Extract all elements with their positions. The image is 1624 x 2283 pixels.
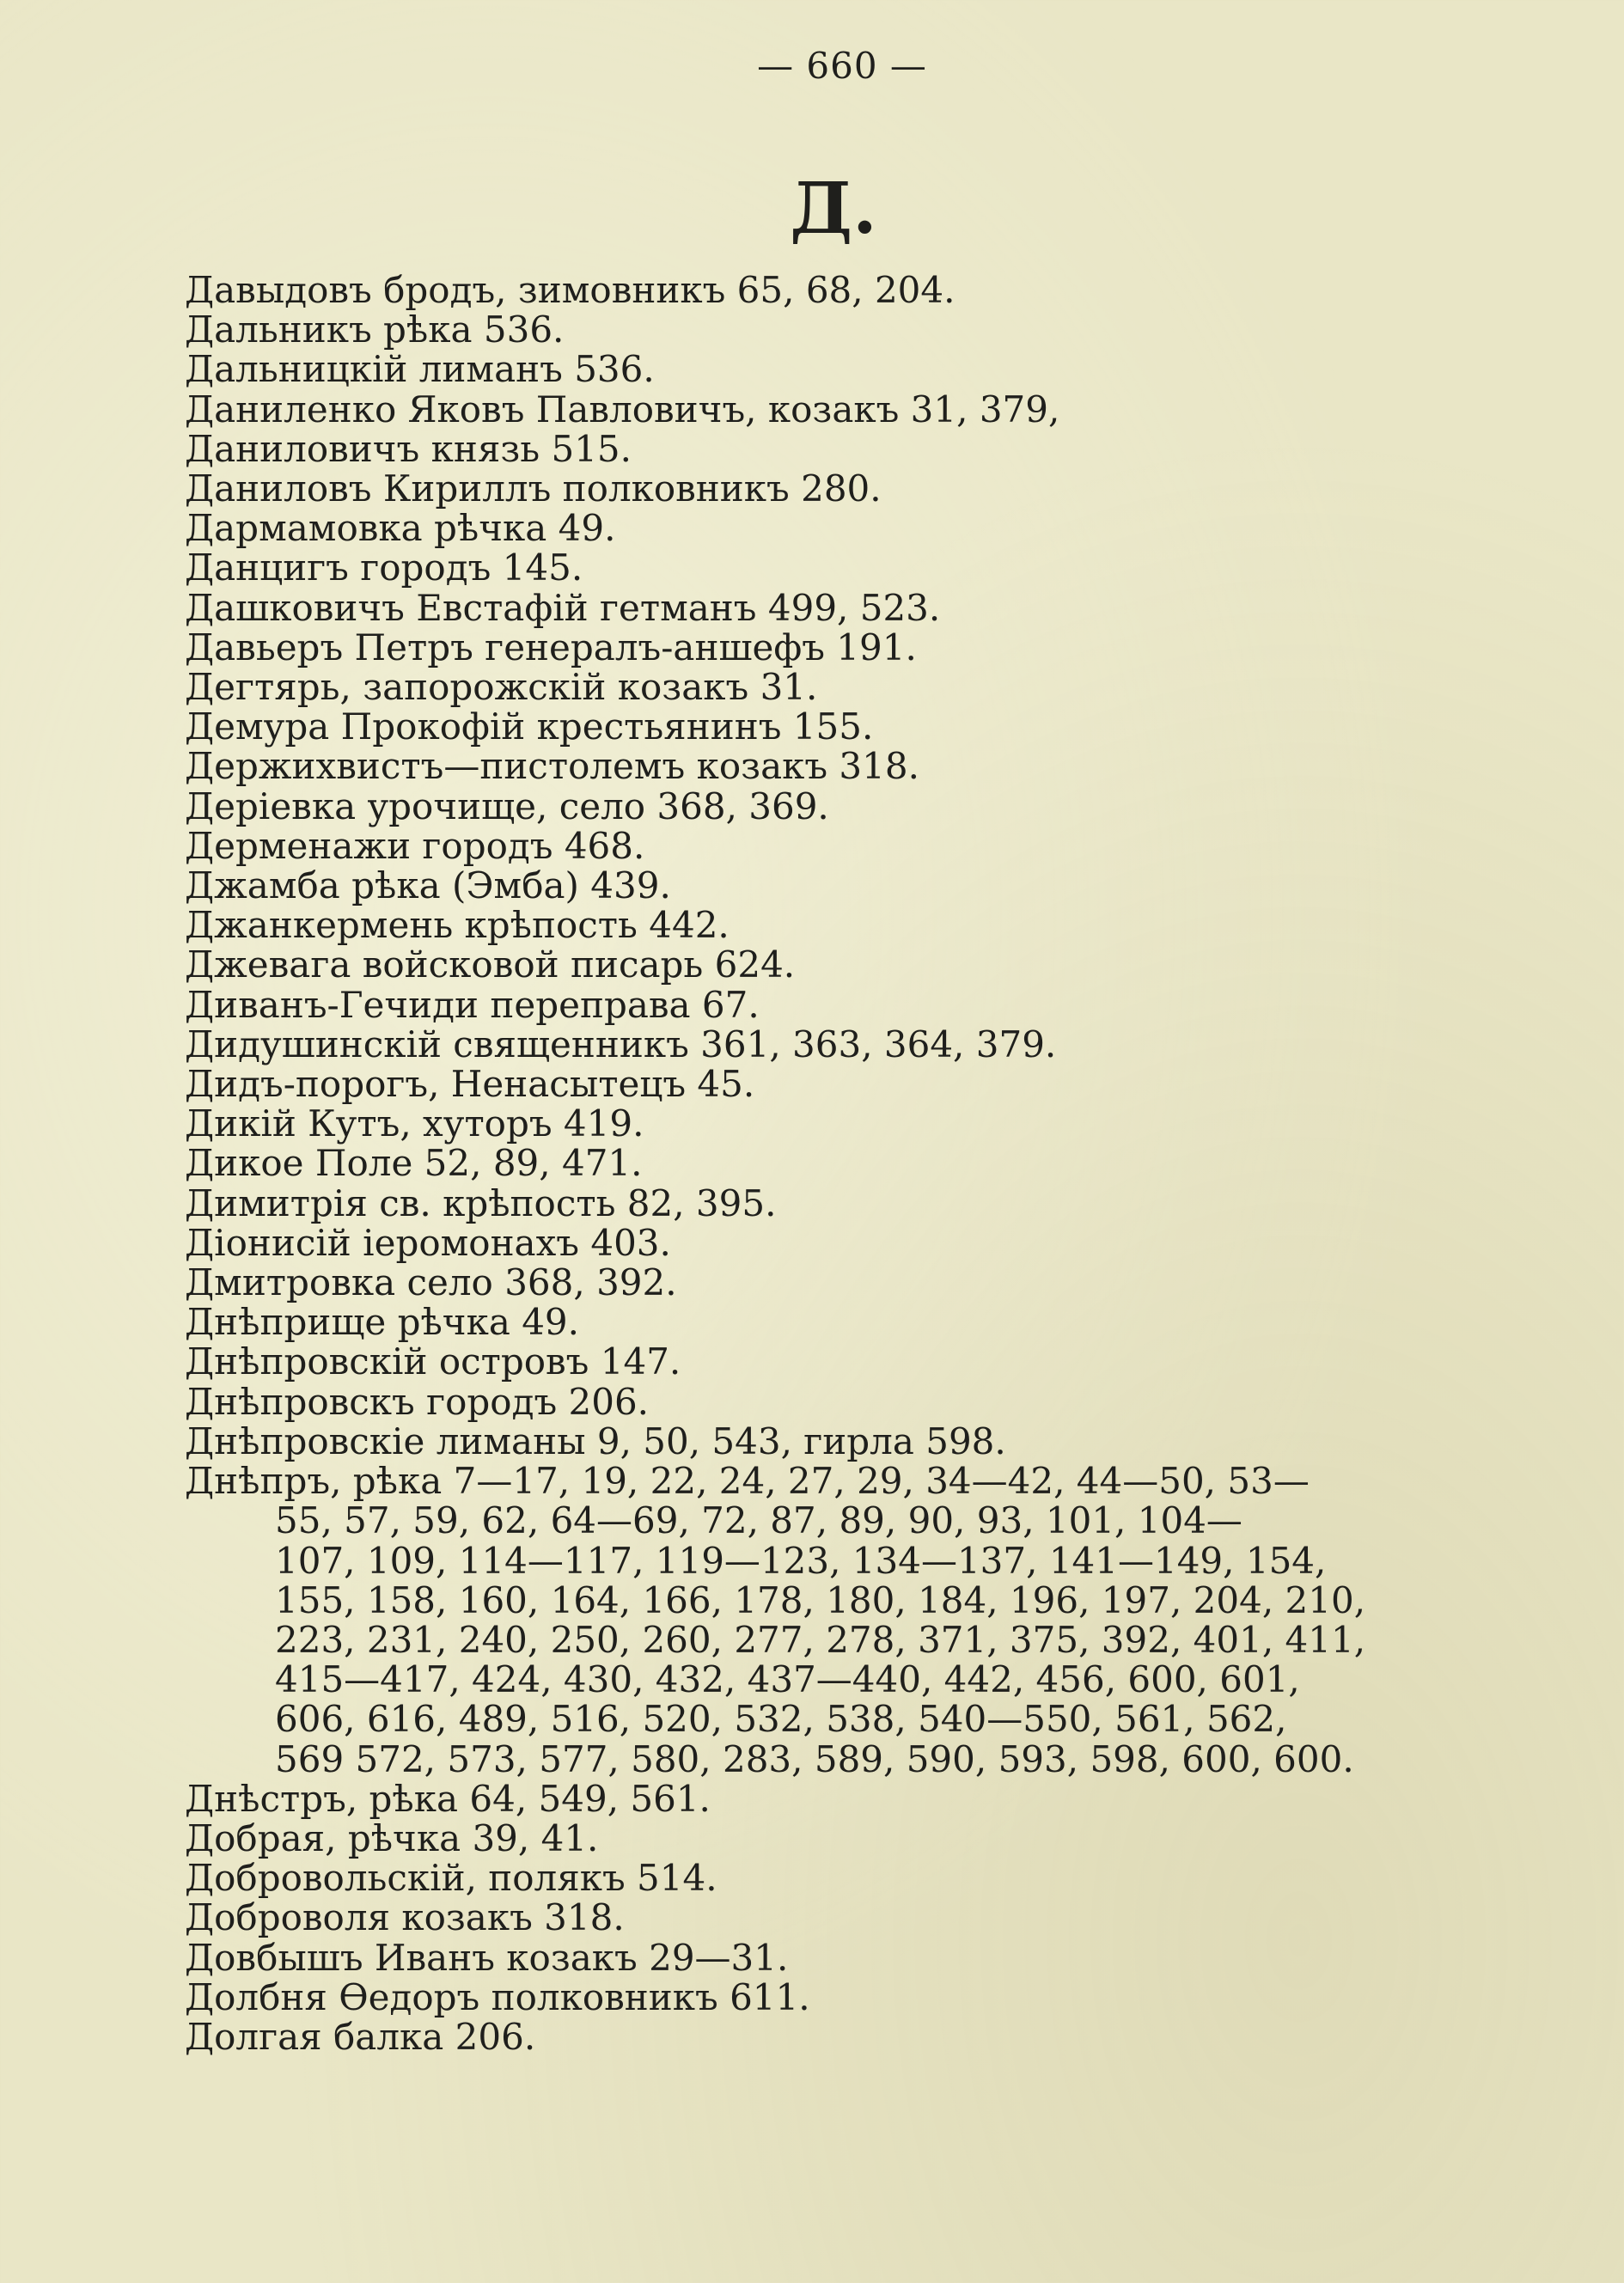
index-entry: Дикое Поле 52, 89, 471. bbox=[185, 1142, 643, 1185]
index-entry-continuation: 55, 57, 59, 62, 64—69, 72, 87, 89, 90, 93, 101, 104— bbox=[275, 1499, 1242, 1542]
index-entry: Димитрія св. крѣпость 82, 395. bbox=[185, 1181, 777, 1224]
index-entry: Давьеръ Петръ генералъ-аншефъ 191. bbox=[185, 626, 917, 668]
index-entry: Давыдовъ бродъ, зимовникъ 65, 68, 204. bbox=[185, 269, 955, 311]
index-entry: Даниловичъ князь 515. bbox=[185, 427, 632, 470]
index-entry: Джанкермень крѣпость 442. bbox=[185, 904, 730, 947]
page-number: — 660 — bbox=[757, 45, 927, 87]
index-entry: Демура Прокофій крестьянинъ 155. bbox=[185, 705, 874, 748]
index-entry-continuation: 415—417, 424, 430, 432, 437—440, 442, 456, 600, 601, bbox=[275, 1658, 1300, 1701]
index-entry: Добрая, рѣчка 39, 41. bbox=[185, 1816, 599, 1859]
index-entry-continuation: 569 572, 573, 577, 580, 283, 589, 590, 593, 598, 600, 600. bbox=[275, 1737, 1354, 1780]
index-entry: Днѣпровскъ городъ 206. bbox=[185, 1380, 650, 1423]
index-entry: Днѣпровскіе лиманы 9, 50, 543, гирла 598. bbox=[185, 1419, 1006, 1462]
index-list bbox=[185, 271, 1439, 2057]
index-entry: Дидушинскій священникъ 361, 363, 364, 379. bbox=[185, 1022, 1057, 1065]
index-entry: Джамба рѣка (Эмба) 439. bbox=[185, 864, 671, 907]
index-entry: Добровольскій, полякъ 514. bbox=[185, 1857, 717, 1900]
index-entry: Дальникъ рѣка 536. bbox=[185, 308, 565, 351]
index-entry: Диванъ-Гечиди переправа 67. bbox=[185, 983, 760, 1026]
index-entry: Данцигъ городъ 145. bbox=[185, 546, 583, 589]
index-entry: Дидъ-порогъ, Ненасытецъ 45. bbox=[185, 1063, 755, 1106]
index-entry: Держихвистъ—пистолемъ козакъ 318. bbox=[185, 745, 919, 788]
index-entry-continuation: 223, 231, 240, 250, 260, 277, 278, 371, 375, 392, 401, 411, bbox=[275, 1618, 1366, 1661]
index-entry: Долбня Ѳедоръ полковникъ 611. bbox=[185, 1975, 810, 2018]
index-entry: Даниленко Яковъ Павловичъ, козакъ 31, 379, bbox=[185, 388, 1060, 430]
index-entry: Дегтярь, запорожскій козакъ 31. bbox=[185, 666, 818, 709]
index-entry: Днѣстръ, рѣка 64, 549, 561. bbox=[185, 1777, 711, 1820]
index-entry: Діонисій іеромонахъ 403. bbox=[185, 1221, 671, 1264]
index-entry: Деріевка урочище, село 368, 369. bbox=[185, 784, 829, 827]
index-entry: Джевага войсковой писарь 624. bbox=[185, 943, 796, 986]
index-entry: Дальницкій лиманъ 536. bbox=[185, 348, 655, 391]
index-entry-continuation: 606, 616, 489, 516, 520, 532, 538, 540—550, 561, 562, bbox=[275, 1698, 1287, 1741]
index-entry: Днѣпровскій островъ 147. bbox=[185, 1340, 681, 1383]
index-entry: Долгая балка 206. bbox=[185, 2015, 536, 2058]
index-entry-continuation: 107, 109, 114—117, 119—123, 134—137, 141—149, 154, bbox=[275, 1539, 1327, 1582]
index-entry: Доброволя козакъ 318. bbox=[185, 1896, 625, 1939]
index-entry: Дашковичъ Евстафій гетманъ 499, 523. bbox=[185, 586, 941, 629]
index-entry-continuation: 155, 158, 160, 164, 166, 178, 180, 184, 196, 197, 204, 210, bbox=[275, 1578, 1366, 1621]
section-heading: Д. bbox=[790, 168, 877, 250]
index-entry: Дмитровка село 368, 392. bbox=[185, 1261, 677, 1304]
index-entry-dnepr: Днѣпръ, рѣка 7—17, 19, 22, 24, 27, 29, 34—42, 44—50, 53— bbox=[185, 1460, 1310, 1503]
index-entry: Дерменажи городъ 468. bbox=[185, 824, 645, 867]
index-entry: Даниловъ Кириллъ полковникъ 280. bbox=[185, 467, 882, 510]
index-entry: Дикій Кутъ, хуторъ 419. bbox=[185, 1102, 644, 1145]
index-entry: Дармамовка рѣчка 49. bbox=[185, 507, 616, 550]
index-entry: Довбышъ Иванъ козакъ 29—31. bbox=[185, 1936, 789, 1979]
index-entry: Днѣприще рѣчка 49. bbox=[185, 1301, 580, 1344]
